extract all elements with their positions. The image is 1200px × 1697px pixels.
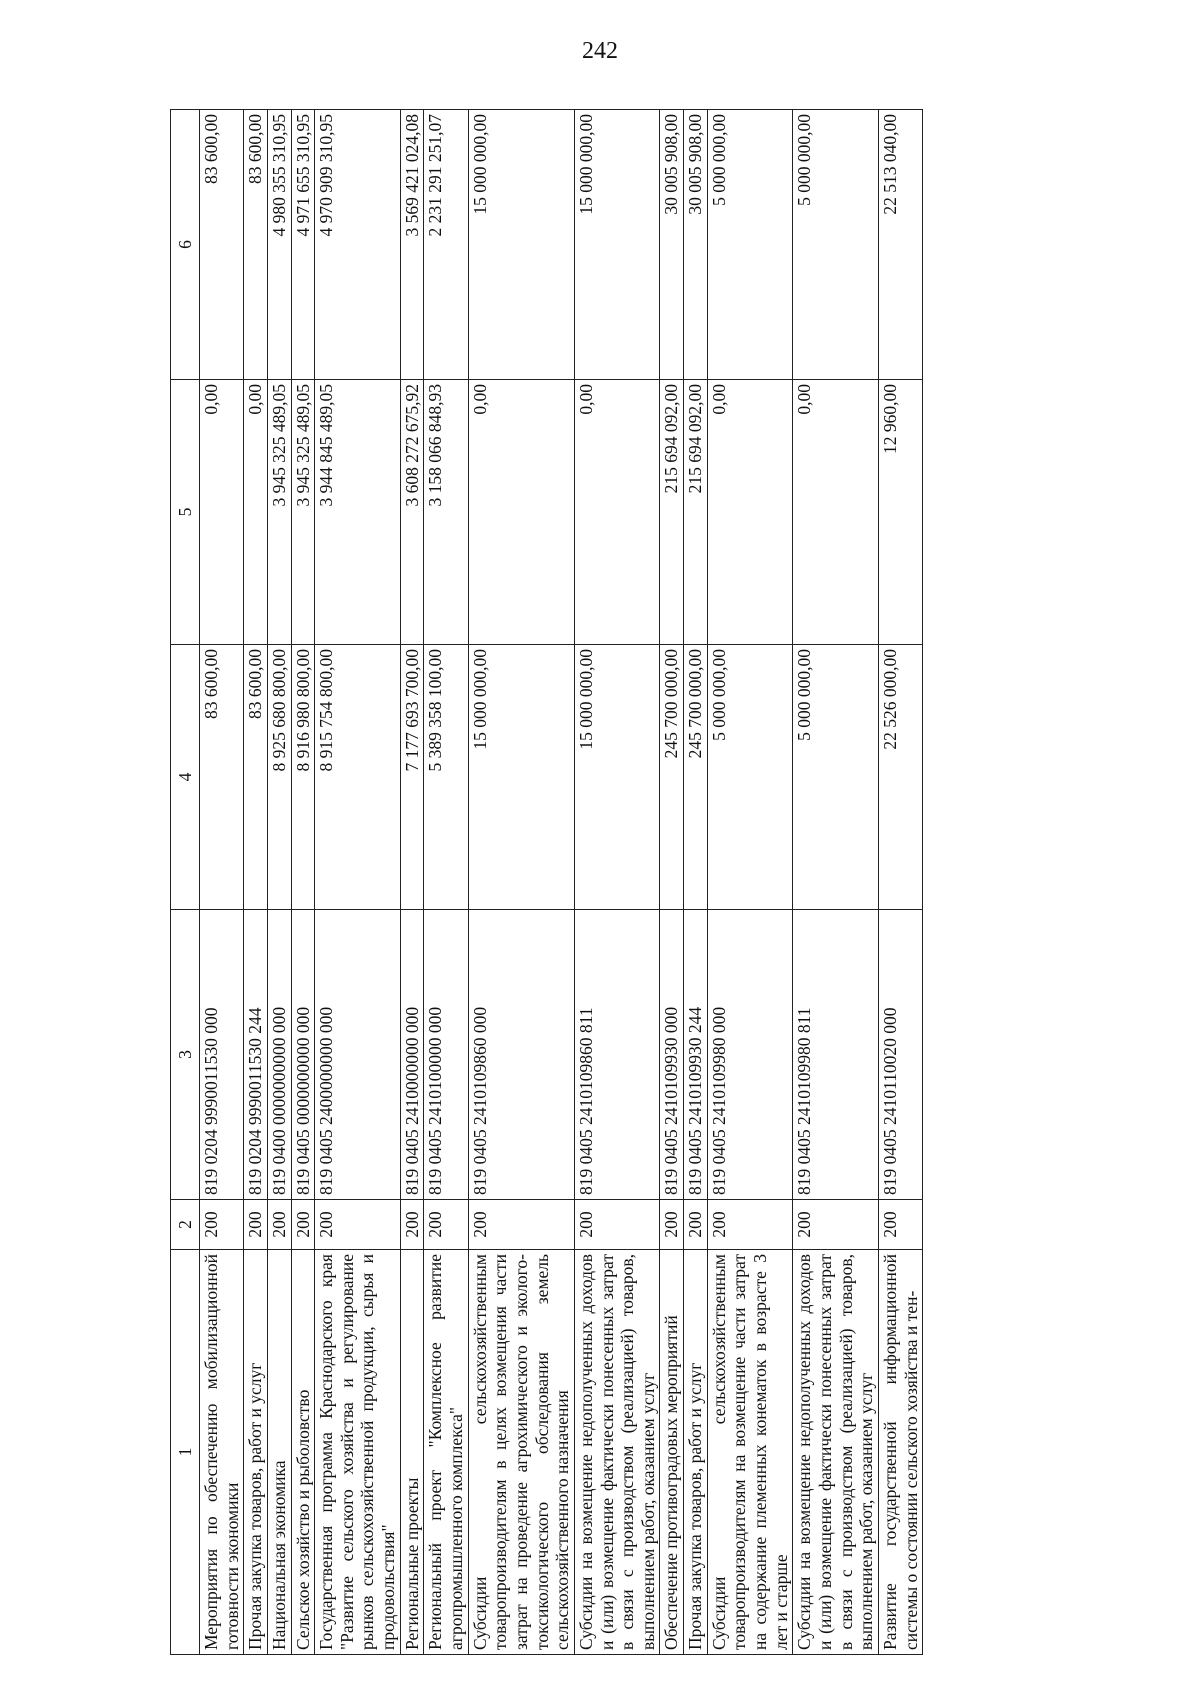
- table-row: [684, 110, 708, 1655]
- row-col6-value: 83 600,00: [244, 110, 268, 380]
- row-budget-code-cell: 819 0405 2410000000 000: [400, 910, 424, 1200]
- row-code2-cell: 200: [574, 1200, 660, 1250]
- header-cell: 5: [171, 380, 200, 645]
- page-number: 242: [582, 38, 618, 64]
- row-name-cell: Обеспечение противоградовых мероприятий: [660, 1250, 684, 1655]
- row-name-cell: Мероприятия по обеспечению мобилизационной готовности экономики: [200, 1250, 244, 1655]
- row-col4-value: 83 600,00: [244, 645, 268, 910]
- row-code2-cell: 200: [793, 1200, 879, 1250]
- table-row: [315, 110, 401, 1655]
- row-col6-value: 2 231 291 251,07: [424, 110, 468, 380]
- row-name-cell: Субсидии сельскохозяйственным товаропроизводителям в целях возмещения части затрат на проведение агрохимического и эколого-токсикологического обследования земель сельскохозяйственного назначения: [468, 1250, 574, 1655]
- row-budget-code-cell: 819 0204 9990011530 000: [200, 910, 244, 1200]
- header-cell: 6: [171, 110, 200, 380]
- table-row: [878, 110, 922, 1655]
- row-code2-cell: 200: [200, 1200, 244, 1250]
- row-col4-value: 8 925 680 800,00: [267, 645, 291, 910]
- row-name-cell: Субсидии сельскохозяйственным товаропроизводителям на возмещение части затрат на содержание племенных конематок в возрасте 3 лет и старше: [707, 1250, 793, 1655]
- row-col6-value: 3 569 421 024,08: [400, 110, 424, 380]
- row-col4-value: 83 600,00: [200, 645, 244, 910]
- row-col6-value: 30 005 908,00: [660, 110, 684, 380]
- table-row: [400, 110, 424, 1655]
- row-col5-value: 215 694 092,00: [660, 380, 684, 645]
- row-col6-value: 15 000 000,00: [574, 110, 660, 380]
- row-col5-value: 215 694 092,00: [684, 380, 708, 645]
- row-budget-code-cell: 819 0204 9990011530 244: [244, 910, 268, 1200]
- row-name-cell: Национальная экономика: [267, 1250, 291, 1655]
- row-budget-code-cell: 819 0405 0000000000 000: [291, 910, 315, 1200]
- row-col6-value: 30 005 908,00: [684, 110, 708, 380]
- row-col5-value: 3 158 066 848,93: [424, 380, 468, 645]
- row-code2-cell: 200: [244, 1200, 268, 1250]
- row-col4-value: 245 700 000,00: [684, 645, 708, 910]
- header-cell: 4: [171, 645, 200, 910]
- row-budget-code-cell: 819 0405 2410100000 000: [424, 910, 468, 1200]
- row-code2-cell: 200: [660, 1200, 684, 1250]
- row-name-cell: Государственная программа Краснодарского края "Развитие сельского хозяйства и регулирование рынков сельскохозяйственной продукции, сырья и продовольствия": [315, 1250, 401, 1655]
- row-col4-value: 5 000 000,00: [707, 645, 793, 910]
- row-col5-value: 3 945 325 489,05: [267, 380, 291, 645]
- row-code2-cell: 200: [684, 1200, 708, 1250]
- row-col5-value: 12 960,00: [878, 380, 922, 645]
- row-code2-cell: 200: [424, 1200, 468, 1250]
- row-col5-value: 0,00: [574, 380, 660, 645]
- table-row: [424, 110, 468, 1655]
- row-col5-value: 3 944 845 489,05: [315, 380, 401, 645]
- row-col4-value: 7 177 693 700,00: [400, 645, 424, 910]
- row-col4-value: 245 700 000,00: [660, 645, 684, 910]
- row-budget-code-cell: 819 0400 0000000000 000: [267, 910, 291, 1200]
- table-row: [793, 110, 879, 1655]
- row-col6-value: 5 000 000,00: [793, 110, 879, 380]
- row-budget-code-cell: 819 0405 2410109980 000: [707, 910, 793, 1200]
- row-name-cell: Прочая закупка товаров, работ и услуг: [684, 1250, 708, 1655]
- row-col6-value: 15 000 000,00: [468, 110, 574, 380]
- budget-table: [170, 109, 923, 1655]
- row-code2-cell: 200: [707, 1200, 793, 1250]
- row-code2-cell: 200: [468, 1200, 574, 1250]
- row-col4-value: 15 000 000,00: [574, 645, 660, 910]
- row-col6-value: 4 971 655 310,95: [291, 110, 315, 380]
- row-col4-value: 5 000 000,00: [793, 645, 879, 910]
- row-budget-code-cell: 819 0405 2400000000 000: [315, 910, 401, 1200]
- table-row: [244, 110, 268, 1655]
- row-col6-value: 4 970 909 310,95: [315, 110, 401, 380]
- row-col6-value: 5 000 000,00: [707, 110, 793, 380]
- table-row: [660, 110, 684, 1655]
- row-col5-value: 3 945 325 489,05: [291, 380, 315, 645]
- header-row: [171, 110, 200, 1655]
- table-row: [707, 110, 793, 1655]
- row-col6-value: 22 513 040,00: [878, 110, 922, 380]
- row-col5-value: 3 608 272 675,92: [400, 380, 424, 645]
- row-budget-code-cell: 819 0405 2410109930 244: [684, 910, 708, 1200]
- row-code2-cell: 200: [267, 1200, 291, 1250]
- row-code2-cell: 200: [400, 1200, 424, 1250]
- row-budget-code-cell: 819 0405 2410110020 000: [878, 910, 922, 1200]
- row-col6-value: 83 600,00: [200, 110, 244, 380]
- table-body: [200, 110, 923, 1655]
- row-code2-cell: 200: [315, 1200, 401, 1250]
- rotated-table-container: [170, 110, 1080, 1655]
- table-row: [291, 110, 315, 1655]
- row-name-cell: Региональный проект "Комплексное развитие агропромышленного комплекса": [424, 1250, 468, 1655]
- row-col5-value: 0,00: [793, 380, 879, 645]
- row-budget-code-cell: 819 0405 2410109930 000: [660, 910, 684, 1200]
- row-budget-code-cell: 819 0405 2410109860 811: [574, 910, 660, 1200]
- row-col4-value: 8 916 980 800,00: [291, 645, 315, 910]
- header-cell: 1: [171, 1250, 200, 1655]
- table-row: [200, 110, 244, 1655]
- table-row: [468, 110, 574, 1655]
- header-cell: 3: [171, 910, 200, 1200]
- row-col5-value: 0,00: [707, 380, 793, 645]
- row-col5-value: 0,00: [468, 380, 574, 645]
- row-col4-value: 8 915 754 800,00: [315, 645, 401, 910]
- header-cell: 2: [171, 1200, 200, 1250]
- row-name-cell: Сельское хозяйство и рыболовство: [291, 1250, 315, 1655]
- row-code2-cell: 200: [291, 1200, 315, 1250]
- row-col4-value: 22 526 000,00: [878, 645, 922, 910]
- table-row: [574, 110, 660, 1655]
- row-name-cell: Субсидии на возмещение недополученных доходов и (или) возмещение фактически понесенных затрат в связи с производством (реализацией) товаров, выполнением работ, оказанием услуг: [793, 1250, 879, 1655]
- row-budget-code-cell: 819 0405 2410109860 000: [468, 910, 574, 1200]
- row-name-cell: Прочая закупка товаров, работ и услуг: [244, 1250, 268, 1655]
- row-col4-value: 15 000 000,00: [468, 645, 574, 910]
- row-col6-value: 4 980 355 310,95: [267, 110, 291, 380]
- row-col4-value: 5 389 358 100,00: [424, 645, 468, 910]
- table-row: [267, 110, 291, 1655]
- row-col5-value: 0,00: [200, 380, 244, 645]
- row-name-cell: Региональные проекты: [400, 1250, 424, 1655]
- row-budget-code-cell: 819 0405 2410109980 811: [793, 910, 879, 1200]
- row-code2-cell: 200: [878, 1200, 922, 1250]
- row-name-cell: Развитие государственной информационной системы о состоянии сельского хозяйства и тен-: [878, 1250, 922, 1655]
- row-name-cell: Субсидии на возмещение недополученных доходов и (или) возмещение фактически понесенных затрат в связи с производством (реализацией) товаров, выполнением работ, оказанием услуг: [574, 1250, 660, 1655]
- row-col5-value: 0,00: [244, 380, 268, 645]
